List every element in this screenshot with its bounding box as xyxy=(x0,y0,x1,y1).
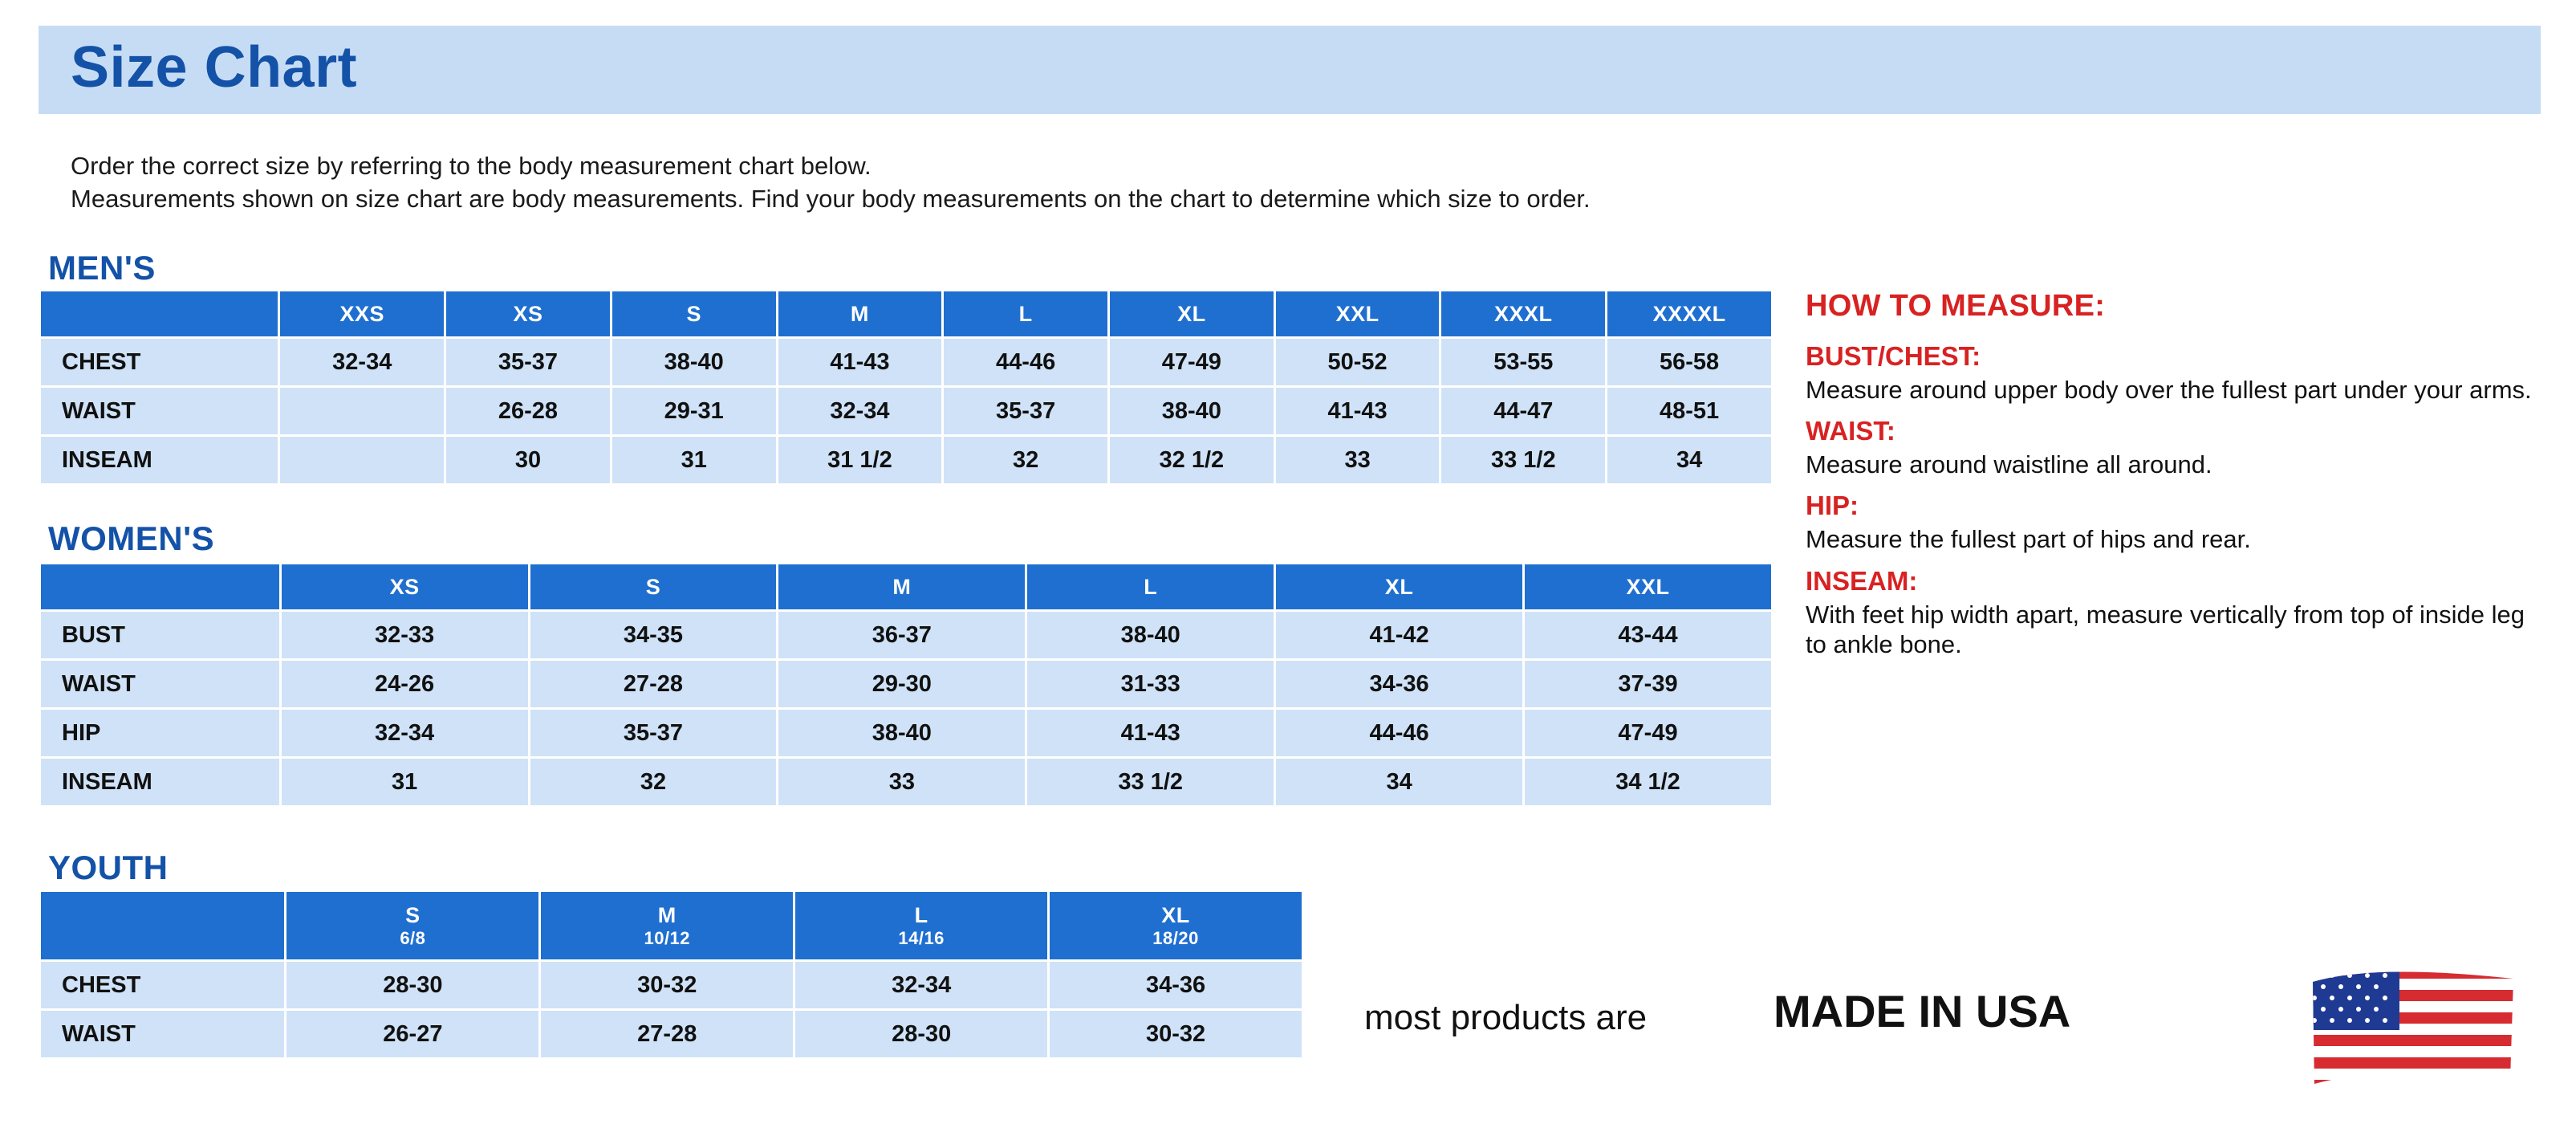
cell: 27-28 xyxy=(541,1011,793,1057)
cell: 38-40 xyxy=(778,710,1025,756)
cell: 36-37 xyxy=(778,612,1025,658)
mens-size-table xyxy=(39,289,1774,486)
cell: 32-33 xyxy=(282,612,528,658)
cell: 41-42 xyxy=(1276,612,1522,658)
column-header-xs: XS xyxy=(282,564,528,609)
how-to-measure-title: HOW TO MEASURE: xyxy=(1806,289,2106,323)
cell: 32-34 xyxy=(280,339,444,385)
column-header-s-main: S xyxy=(405,902,421,927)
cell: 56-58 xyxy=(1607,339,1771,385)
cell: 28-30 xyxy=(795,1011,1047,1057)
cell: 33 1/2 xyxy=(1441,437,1605,483)
womens-size-table xyxy=(39,562,1774,808)
table-row xyxy=(41,339,1771,385)
cell: 30 xyxy=(446,437,610,483)
table-row xyxy=(41,612,1771,658)
cell: 32 1/2 xyxy=(1110,437,1274,483)
cell: 34 xyxy=(1276,759,1522,805)
measure-text-hip: Measure the fullest part of hips and rear. xyxy=(1806,525,2251,554)
column-header-m: M xyxy=(778,564,1025,609)
intro-text xyxy=(71,149,2518,215)
cell xyxy=(280,388,444,434)
cell: 47-49 xyxy=(1525,710,1771,756)
column-header-xl xyxy=(1050,892,1302,959)
intro-line-2: Measurements shown on size chart are body measurements. Find your body measurements on the chart to determine which size to order. xyxy=(71,185,1591,214)
cell: 35-37 xyxy=(446,339,610,385)
column-header-s xyxy=(286,892,538,959)
column-header-xl-main: XL xyxy=(1161,902,1190,927)
cell: 47-49 xyxy=(1110,339,1274,385)
column-header-l: L xyxy=(1027,564,1274,609)
cell: 31 xyxy=(282,759,528,805)
cell: 50-52 xyxy=(1276,339,1440,385)
cell: 24-26 xyxy=(282,661,528,707)
made-in-usa-emphasis: MADE IN USA xyxy=(1774,986,2071,1036)
table-header-row xyxy=(41,564,1771,609)
cell: 41-43 xyxy=(1027,710,1274,756)
cell: 38-40 xyxy=(1027,612,1274,658)
cell: 41-43 xyxy=(1276,388,1440,434)
column-header-xl-sub: 18/20 xyxy=(1152,927,1199,948)
row-label-inseam: INSEAM xyxy=(41,759,279,805)
column-header-blank xyxy=(41,291,278,336)
table-row xyxy=(41,759,1771,805)
column-header-xxl: XXL xyxy=(1276,291,1440,336)
how-to-measure-panel xyxy=(1806,289,2552,659)
row-label-waist: WAIST xyxy=(41,388,278,434)
column-header-blank xyxy=(41,892,284,959)
table-row xyxy=(41,661,1771,707)
cell: 35-37 xyxy=(530,710,777,756)
cell: 37-39 xyxy=(1525,661,1771,707)
cell: 33 xyxy=(1276,437,1440,483)
measure-term-inseam: INSEAM: xyxy=(1806,565,1918,596)
measure-term-hip: HIP: xyxy=(1806,491,1859,521)
cell: 28-30 xyxy=(286,962,538,1008)
cell: 38-40 xyxy=(1110,388,1274,434)
cell: 30-32 xyxy=(541,962,793,1008)
row-label-waist: WAIST xyxy=(41,661,279,707)
cell: 29-31 xyxy=(612,388,776,434)
table-row xyxy=(41,388,1771,434)
cell: 44-46 xyxy=(1276,710,1522,756)
row-label-hip: HIP xyxy=(41,710,279,756)
made-in-usa-prefix: most products are xyxy=(1364,998,1648,1037)
column-header-s: S xyxy=(612,291,776,336)
cell: 31 1/2 xyxy=(778,437,942,483)
cell: 31 xyxy=(612,437,776,483)
column-header-xxl: XXL xyxy=(1525,564,1771,609)
column-header-xl: XL xyxy=(1276,564,1522,609)
row-label-waist: WAIST xyxy=(41,1011,284,1057)
cell: 27-28 xyxy=(530,661,777,707)
row-label-inseam: INSEAM xyxy=(41,437,278,483)
cell: 43-44 xyxy=(1525,612,1771,658)
column-header-m-main: M xyxy=(657,902,677,927)
header-banner xyxy=(39,26,2541,114)
measure-text-inseam: With feet hip width apart, measure vertically from top of inside leg to ankle bone. xyxy=(1806,600,2525,658)
cell: 29-30 xyxy=(778,661,1025,707)
column-header-l xyxy=(795,892,1047,959)
cell: 33 1/2 xyxy=(1027,759,1274,805)
column-header-m xyxy=(541,892,793,959)
cell: 53-55 xyxy=(1441,339,1605,385)
cell: 34 1/2 xyxy=(1525,759,1771,805)
column-header-xl: XL xyxy=(1110,291,1274,336)
cell: 32-34 xyxy=(778,388,942,434)
column-header-xxs: XXS xyxy=(280,291,444,336)
measure-text-waist: Measure around waistline all around. xyxy=(1806,450,2212,479)
row-label-bust: BUST xyxy=(41,612,279,658)
cell: 31-33 xyxy=(1027,661,1274,707)
column-header-m-sub: 10/12 xyxy=(644,927,691,948)
table-header-row xyxy=(41,892,1302,959)
column-header-l-sub: 14/16 xyxy=(898,927,945,948)
column-header-s: S xyxy=(530,564,777,609)
cell: 34-36 xyxy=(1050,962,1302,1008)
column-header-xxxl: XXXL xyxy=(1441,291,1605,336)
cell: 48-51 xyxy=(1607,388,1771,434)
section-title-youth: YOUTH xyxy=(48,849,169,886)
measure-term-bust-chest: BUST/CHEST: xyxy=(1806,341,1981,371)
table-row xyxy=(41,1011,1302,1057)
row-label-chest: CHEST xyxy=(41,962,284,1008)
cell: 32 xyxy=(530,759,777,805)
table-row xyxy=(41,437,1771,483)
cell: 44-46 xyxy=(944,339,1107,385)
cell: 41-43 xyxy=(778,339,942,385)
table-row xyxy=(41,710,1771,756)
table-row xyxy=(41,962,1302,1008)
youth-size-table xyxy=(39,890,1304,1060)
cell: 32-34 xyxy=(795,962,1047,1008)
cell: 34 xyxy=(1607,437,1771,483)
column-header-xs: XS xyxy=(446,291,610,336)
cell: 35-37 xyxy=(944,388,1107,434)
cell: 38-40 xyxy=(612,339,776,385)
column-header-l: L xyxy=(944,291,1107,336)
cell xyxy=(280,437,444,483)
section-title-mens: MEN'S xyxy=(48,249,156,287)
cell: 26-27 xyxy=(286,1011,538,1057)
measure-term-waist: WAIST: xyxy=(1806,416,1895,446)
measure-text-bust-chest: Measure around upper body over the fullest part under your arms. xyxy=(1806,376,2532,404)
cell: 30-32 xyxy=(1050,1011,1302,1057)
cell: 32 xyxy=(944,437,1107,483)
cell: 34-35 xyxy=(530,612,777,658)
page-title: Size Chart xyxy=(71,35,358,100)
cell: 33 xyxy=(778,759,1025,805)
made-in-usa-block xyxy=(1364,967,2536,1088)
table-header-row xyxy=(41,291,1771,336)
column-header-l-main: L xyxy=(914,902,928,927)
cell: 44-47 xyxy=(1441,388,1605,434)
cell: 26-28 xyxy=(446,388,610,434)
cell: 32-34 xyxy=(282,710,528,756)
column-header-m: M xyxy=(778,291,942,336)
intro-line-1: Order the correct size by referring to the body measurement chart below. xyxy=(71,152,872,180)
cell: 34-36 xyxy=(1276,661,1522,707)
section-title-womens: WOMEN'S xyxy=(48,519,215,557)
usa-flag-icon xyxy=(2303,967,2520,1088)
column-header-blank xyxy=(41,564,279,609)
column-header-s-sub: 6/8 xyxy=(400,927,426,948)
column-header-xxxxl: XXXXL xyxy=(1607,291,1771,336)
row-label-chest: CHEST xyxy=(41,339,278,385)
